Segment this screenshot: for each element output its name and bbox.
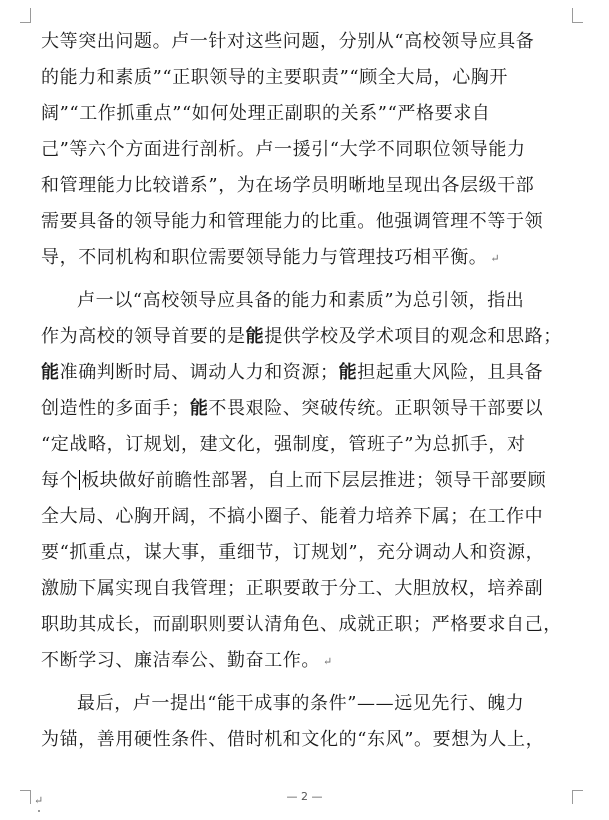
line-text: 作为高校的领导首要的是 (41, 326, 246, 347)
line-text: 准确判断时局、调动人力和资源； (59, 362, 339, 383)
line-text: 最后，卢一提出“能干成事的条件”——远见先行、魄力 (77, 693, 525, 714)
line-text: “定战略，订规划，建文化，强制度，管班子”为总抓手，对 (41, 434, 526, 455)
corner-mark-top-left (30, 8, 31, 22)
text-line[interactable] (41, 398, 543, 420)
line-text: 阔”“工作抓重点”“如何处理正副职的关系”“严格要求自 (41, 103, 491, 124)
text-line[interactable] (41, 650, 333, 672)
paragraph-mark-icon: ↵ (34, 794, 44, 807)
line-text: 的能力和素质”“正职领导的主要职责”“顾全大局，心胸开 (41, 67, 509, 88)
paragraph-mark-icon: ↵ (323, 655, 333, 668)
line-text: 激励下属实现自我管理；正职要敢于分工、大胆放权，培养副 (41, 578, 544, 599)
line-text: 板块做好前瞻性部署，自上而下层层推进；领导干部要顾 (81, 470, 547, 491)
line-text: 为锚，善用硬性条件、借时机和文化的“东风”。要想为人上， (41, 729, 545, 750)
bold-text: 能 (41, 362, 60, 383)
text-line[interactable] (41, 326, 562, 348)
footer-dot (38, 810, 40, 812)
bold-text: 能 (245, 326, 265, 347)
line-text: 大等突出问题。卢一针对这些问题，分别从“高校领导应具备 (41, 31, 535, 52)
text-line[interactable] (41, 31, 534, 53)
bold-text: 能 (189, 398, 209, 419)
bold-text: 能 (338, 362, 358, 383)
text-line[interactable] (77, 290, 524, 312)
text-line[interactable] (41, 542, 544, 564)
page-number: — 2 — (286, 790, 323, 803)
line-text: 导，不同机构和职位需要领导能力与管理技巧相平衡。 (41, 247, 488, 268)
line-text: 提供学校及学术项目的观念和思路； (264, 326, 562, 347)
text-line[interactable] (41, 103, 490, 125)
line-text: 创造性的多面手； (41, 398, 190, 419)
line-text: 己”等六个方面进行剖析。卢一援引“大学不同职位领导能力 (41, 139, 526, 160)
text-line[interactable] (41, 729, 544, 751)
text-line[interactable] (41, 362, 543, 384)
line-text: 不断学习、廉洁奉公、勤奋工作。 (41, 650, 320, 671)
text-line[interactable] (41, 470, 546, 492)
line-text: 每个 (41, 470, 79, 491)
line-text: 全大局、心胸开阔，不搞小圈子、能着力培养下属；在工作中 (41, 506, 544, 527)
paragraph-mark-icon: ↵ (490, 252, 501, 265)
line-text: 和管理能力比较谱系”，为在场学员明晰地呈现出各层级干部 (41, 175, 535, 196)
line-text: 职助其成长，而副职则要认清角色、成就正职；严格要求自己， (41, 614, 562, 635)
line-text: 要“抓重点，谋大事，重细节，订规划”，充分调动人和资源， (41, 542, 545, 563)
text-line[interactable] (41, 434, 526, 456)
corner-mark-top-left-h (20, 22, 31, 23)
text-line[interactable] (41, 67, 508, 89)
text-line[interactable] (41, 139, 526, 161)
text-line[interactable] (41, 578, 543, 600)
text-line[interactable] (41, 175, 534, 197)
text-line[interactable] (41, 614, 562, 636)
text-line[interactable] (77, 693, 524, 715)
line-text: 担起重大风险，且具备 (357, 362, 544, 383)
line-text: 卢一以“高校领导应具备的能力和素质”为总引领，指出 (77, 290, 525, 311)
text-line[interactable] (41, 506, 543, 528)
corner-mark-top-right-h (572, 22, 583, 23)
text-line[interactable] (41, 211, 543, 233)
line-text: 不畏艰险、突破传统。正职领导干部要以 (208, 398, 544, 419)
corner-mark-top-right (572, 8, 573, 22)
line-text: 需要具备的领导能力和管理能力的比重。他强调管理不等于领 (41, 211, 544, 232)
text-line[interactable] (41, 247, 500, 269)
